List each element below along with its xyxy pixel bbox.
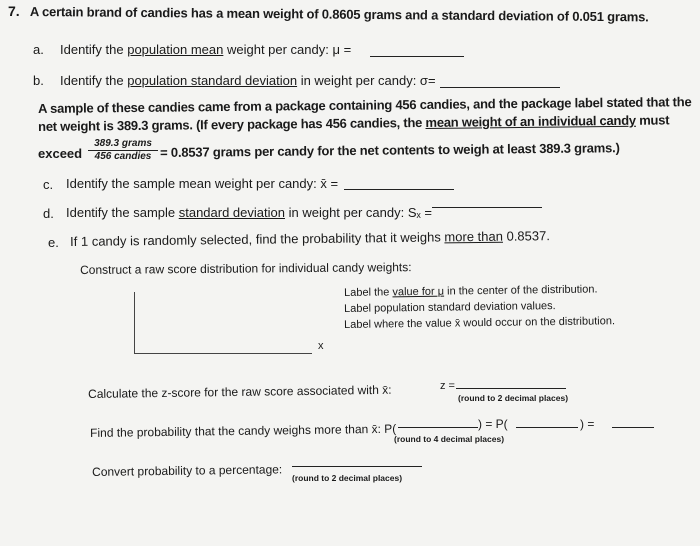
exceed-word: exceed (38, 146, 83, 161)
item-b-prompt: Identify the population standard deviation in weight per candy: σ= (60, 73, 436, 88)
item-c-label: c. (43, 177, 54, 192)
probability-prompt: Find the probability that the candy weighs more than x̄: P( (90, 421, 397, 440)
fraction-numerator: 389.3 grams (88, 138, 158, 151)
question-number: 7. (8, 3, 20, 19)
item-e-label: e. (48, 235, 59, 250)
distribution-x-axis[interactable] (134, 353, 312, 354)
answer-line-percentage[interactable] (292, 466, 422, 467)
net-weight-fraction (88, 138, 158, 163)
label-instruction-3: Label where the value x̄ would occur on the distribution. (344, 315, 616, 331)
probability-round-note: (round to 4 decimal places) (394, 434, 505, 444)
axis-x-label: x (318, 340, 324, 352)
item-d-prompt: Identify the sample standard deviation in weight per candy: Sₓ = (66, 205, 432, 220)
label-instruction-2: Label population standard deviation values. (344, 300, 556, 315)
answer-line-probability[interactable] (612, 427, 654, 428)
percentage-round-note: (round to 2 decimal places) (292, 473, 403, 483)
probability-mid: ) = P( (478, 417, 508, 431)
item-a-label: a. (33, 42, 44, 57)
item-e-prompt: If 1 candy is randomly selected, find the probability that it weighs more than 0.8537. (70, 228, 551, 249)
item-b-label: b. (33, 73, 44, 88)
answer-line-sigma[interactable] (440, 87, 560, 88)
answer-line-zscore[interactable] (456, 388, 566, 389)
sample-line-2: net weight is 389.3 grams. (If every package has 456 candies, the mean weight of an individual candy must (38, 112, 670, 134)
zscore-prompt: Calculate the z-score for the raw score associated with x̄: (88, 382, 392, 401)
probability-end: ) = (580, 417, 595, 431)
sample-line-3: = 0.8537 grams per candy for the net contents to weigh at least 389.3 grams.) (160, 140, 620, 160)
item-d-label: d. (43, 206, 54, 221)
distribution-y-axis[interactable] (134, 292, 135, 354)
answer-line-prob-value[interactable] (398, 427, 478, 428)
sample-line-1: A sample of these candies came from a package containing 456 candies, and the package label stated that the (38, 94, 692, 116)
construct-instruction: Construct a raw score distribution for individual candy weights: (80, 260, 412, 277)
answer-line-xbar[interactable] (344, 189, 454, 190)
zscore-equals: z = (440, 380, 455, 392)
answer-line-mu[interactable] (370, 56, 464, 57)
label-instruction-1: Label the value for μ in the center of the distribution. (344, 283, 598, 299)
percentage-prompt: Convert probability to a percentage: (92, 462, 283, 479)
item-c-prompt: Identify the sample mean weight per candy: x̄ = (66, 176, 339, 191)
question-intro: A certain brand of candies has a mean weight of 0.8605 grams and a standard deviation of 0.051 grams. (29, 4, 649, 25)
item-a-prompt: Identify the population mean weight per candy: μ = (60, 42, 352, 57)
answer-line-sx[interactable] (432, 207, 542, 208)
answer-line-prob-z[interactable] (516, 427, 578, 428)
fraction-denominator: 456 candies (94, 151, 152, 162)
zscore-round-note: (round to 2 decimal places) (458, 393, 569, 403)
